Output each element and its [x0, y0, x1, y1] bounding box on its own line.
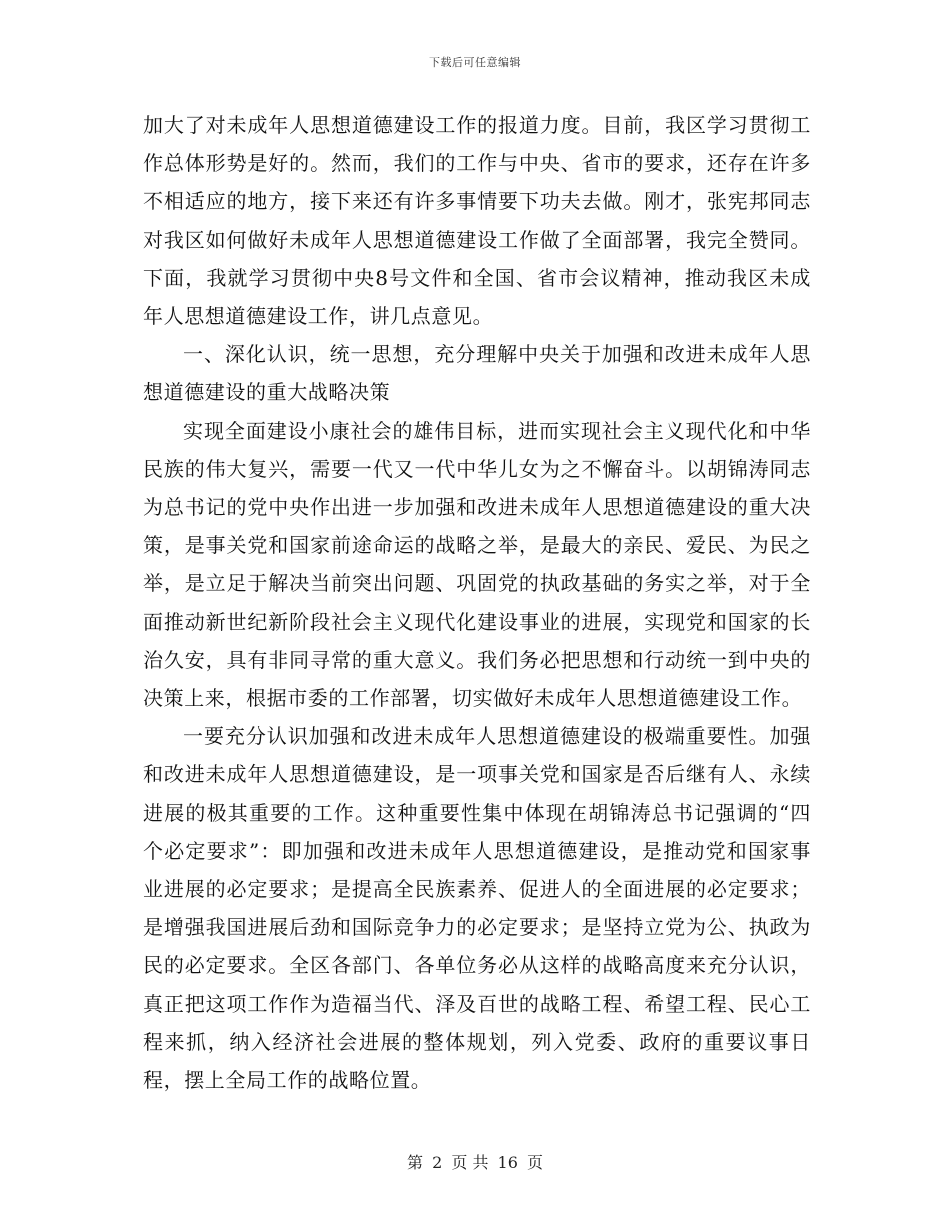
- total-pages: 16: [497, 1153, 518, 1172]
- page-number: 2: [432, 1153, 443, 1172]
- footer-suffix: 页: [527, 1153, 544, 1172]
- page-footer: [0, 1150, 950, 1173]
- section-heading-1: 一、深化认识，统一思想，充分理解中央关于加强和改进未成年人思想道德建设的重大战略决策: [143, 342, 811, 405]
- paragraph-3: 一要充分认识加强和改进未成年人思想道德建设的极端重要性。加强和改进未成年人思想道德建设，是一项事关党和国家是否后继有人、永续进展的极其重要的工作。这种重要性集中体现在胡锦涛总书记强调的“四个必定要求”：即加强和改进未成年人思想道德建设，是推动党和国家事业进展的必定要求；是提高全民族素养、促进人的全面进展的必定要求；是增强我国进展后劲和国际竞争力的必定要求；是坚持立党为公、执政为民的必定要求。全区各部门、各单位务必从这样的战略高度来充分认识，真正把这项工作作为造福当代、泽及百世的战略工程、希望工程、民心工程来抓，纳入经济社会进展的整体规划，列入党委、政府的重要议事日程，摆上全局工作的战略位置。: [143, 724, 811, 1093]
- footer-mid: 页 共: [451, 1153, 489, 1172]
- paragraph-2: 实现全面建设小康社会的雄伟目标，进而实现社会主义现代化和中华民族的伟大复兴，需要一代又一代中华儿女为之不懈奋斗。以胡锦涛同志为总书记的党中央作出进一步加强和改进未成年人思想道德建设的重大决策，是事关党和国家前途命运的战略之举，是最大的亲民、爱民、为民之举，是立足于解决当前突出问题、巩固党的执政基础的务实之举，对于全面推动新世纪新阶段社会主义现代化建设事业的进展，实现党和国家的长治久安，具有非同寻常的重大意义。我们务必把思想和行动统一到中央的决策上来，根据市委的工作部署，切实做好未成年人思想道德建设工作。: [143, 418, 811, 711]
- document-body: [143, 106, 811, 1099]
- footer-prefix: 第: [406, 1153, 423, 1172]
- paragraph-1: 加大了对未成年人思想道德建设工作的报道力度。目前，我区学习贯彻工作总体形势是好的。然而，我们的工作与中央、省市的要求，还存在许多不相适应的地方，接下来还有许多事情要下功夫去做。刚才，张宪邦同志对我区如何做好未成年人思想道德建设工作做了全面部署，我完全赞同。下面，我就学习贯彻中央8号文件和全国、省市会议精神，推动我区未成年人思想道德建设工作，讲几点意见。: [143, 113, 811, 329]
- page-header-note: 下载后可任意编辑: [429, 56, 521, 69]
